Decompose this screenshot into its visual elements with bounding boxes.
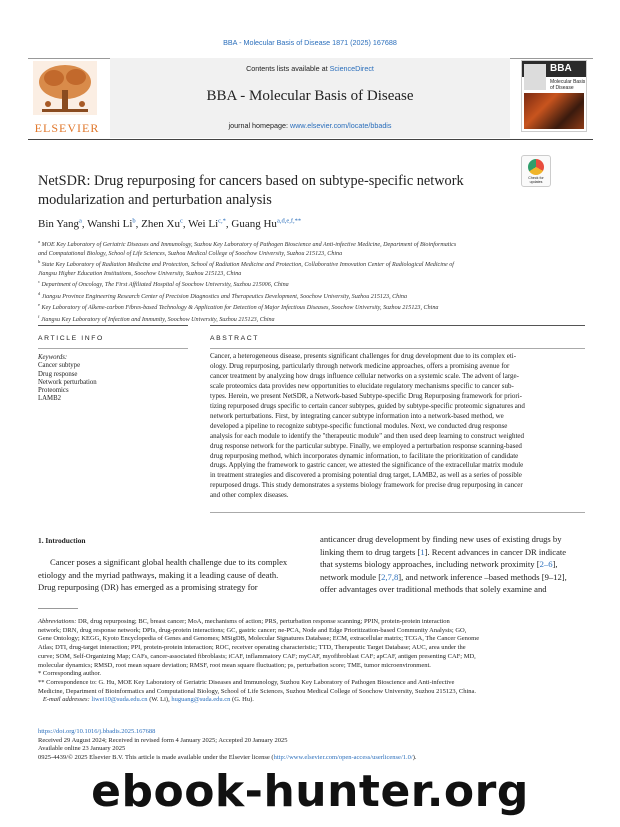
affiliation-line: $^f$ Jiangsu Key Laboratory of Infection and Immunity, Soochow University, Suzhou 215123, China xyxy=(38,313,275,324)
cover-emblem xyxy=(524,64,546,90)
abstract-line: network perturbations. First, by integrating cancer subtype information into a network-based method, we xyxy=(210,411,504,420)
keywords xyxy=(38,354,198,404)
journal-banner xyxy=(110,58,510,138)
affiliation-line: $^a$ MOE Key Laboratory of Geriatric Diseases and Immunology, Suzhou Key Laboratory of Pathogen Bioscience and Anti-infective Medicine, Department of Bioinformatics xyxy=(38,239,457,249)
abstract-line: ology. Drug repurposing, particularly through network medicine approaches, offers a promising avenue for xyxy=(210,361,510,370)
corresponding-author-note: * Corresponding author. xyxy=(38,670,102,678)
license-link[interactable]: http://www.elsevier.com/open-access/userlicense/1.0/ xyxy=(273,753,413,761)
abstract-line: cancer treatment by analyzing how drugs influence cellular networks on a systemic scale. The advent of large- xyxy=(210,371,519,380)
affiliation-line: $^c$ Department of Oncology, The First Affiliated Hospital of Soochow University, Suzhou 215006, China xyxy=(38,279,289,289)
email-link[interactable]: huguang@suda.edu.cn xyxy=(171,696,231,704)
keyword: Drug response xyxy=(38,370,78,378)
cover-subtitle: Molecular Basis of Disease xyxy=(550,79,586,91)
email-label: E-mail addresses: xyxy=(42,696,90,704)
intro-right-column xyxy=(320,533,588,596)
author[interactable]: Wei $Li^{c,*}$, xyxy=(188,217,232,230)
title-line-2: modularization and perturbation analysis xyxy=(38,192,272,208)
divider xyxy=(210,348,585,349)
affiliation-line: $^d$ Jiangsu Province Engineering Research Center of Precision Diagnostics and Therapeutics Development, Soochow University, Suzhou 215123, China xyxy=(38,290,408,300)
title-line-1: NetSDR: Drug repurposing for cancers based on subtype-specific network xyxy=(38,173,464,189)
abbreviations-line: Gene Ontology; KEGG, Kyoto Encyclopedia of Genes and Genomes; MSigDB, Molecular Signatures Database; ECM, extracellular matrix; TCGA, The Cancer Genome xyxy=(38,635,480,643)
intro-line: that systems biology approaches, including network proximity [2–6], xyxy=(320,559,558,569)
abbreviations-line: Abbreviations: DR, drug repurposing; BC, breast cancer; MoA, mechanisms of action; PRS, perturbation response scanning; PPIN, protein-protein interaction xyxy=(38,618,450,625)
abstract-line: drug repurposing method, which incorporates dynamic information, to facilitate the prioritization of candidate xyxy=(210,451,519,460)
intro-line: anticancer drug development by finding new uses of existing drugs by xyxy=(320,534,562,544)
contents-line xyxy=(110,64,510,73)
correspondence-line: Medicine, Department of Bioinformatics and Computational Biology, School of Life Sciences, Suzhou Medical College of Soochow University, Suzhou 215123, China. xyxy=(38,687,477,695)
abstract-line: tizing repurposed drugs specific to certain cancer subtypes, guided by subtype-specific proteomic signatures and xyxy=(210,401,525,410)
intro-line: etiology and the myriad pathways, making it a leading cause of death. xyxy=(38,569,279,580)
email-line: E-mail addresses: liwei10@suda.edu.cn (W. Li), huguang@suda.edu.cn (G. Hu). xyxy=(42,696,254,704)
correspondence-line: ** Correspondence to: G. Hu, MOE Key Laboratory of Geriatric Diseases and Immunology, Suzhou Key Laboratory of Pathogen Bioscience and Anti-infective xyxy=(38,678,455,686)
publication-info xyxy=(38,728,598,762)
divider xyxy=(210,512,585,513)
publisher-name: ELSEVIER xyxy=(34,121,100,135)
paper-title xyxy=(38,172,508,210)
divider xyxy=(38,325,188,326)
author-list xyxy=(38,217,301,230)
received-dates: Received 29 August 2024; Received in revised form 4 January 2025; Accepted 20 January 2025 xyxy=(38,736,288,744)
journal-homepage-link[interactable]: www.elsevier.com/locate/bbadis xyxy=(290,121,392,130)
abbreviations-line: molecular dynamics; RMSD, root mean square deviation; RMSF, root mean square fluctuation; ps, perturbation score; TME, tumor microenvironment. xyxy=(38,661,431,669)
contents-prefix: Contents lists available at xyxy=(246,64,330,73)
abstract-heading: ABSTRACT xyxy=(210,335,260,342)
divider xyxy=(38,348,188,349)
abstract-line: drug response network for the particular subtype. Finally, we employed a perturbation response scanning-based xyxy=(210,441,522,450)
citation-link[interactable]: 2,7,8 xyxy=(381,571,399,582)
author[interactable]: Zhen Xu$^c$, xyxy=(141,217,189,230)
keyword: Proteomics xyxy=(38,387,69,395)
check-updates-label: Check for updates xyxy=(528,176,544,184)
divider xyxy=(210,325,585,326)
author[interactable]: Guang $Hu^{a,d,e,f,**}$ xyxy=(231,217,302,230)
intro-line: network module [2,7,8], and network inference –based methods [9–12], xyxy=(320,571,567,582)
keyword: Network perturbation xyxy=(38,378,97,386)
intro-line: Drug repurposing (DR) has emerged as a promising strategy for xyxy=(38,582,258,592)
section-heading-introduction: 1. Introduction xyxy=(38,536,86,545)
email-link[interactable]: liwei10@suda.edu.cn xyxy=(91,696,148,704)
affiliation-line: Jiangsu Higher Education Institutions, Soochow University, Suzhou 215123, China xyxy=(38,270,242,277)
intro-line: offer advantages over traditional methods that solely examine and xyxy=(320,584,547,594)
abstract-line: repurposed drugs. This study demonstrates a systems biology framework for precise drug repurposing in cancer xyxy=(210,481,523,490)
journal-title: BBA - Molecular Basis of Disease xyxy=(206,88,414,104)
article-info-heading: ARTICLE INFO xyxy=(38,335,104,342)
check-for-updates-button[interactable] xyxy=(521,155,551,187)
affiliation-line: $^b$ State Key Laboratory of Radiation Medicine and Protection, School of Radiation Medicine and Protection, Collaborative Innovation Center of Radiological Medicine of xyxy=(38,259,454,269)
elsevier-tree-icon xyxy=(32,60,98,116)
abstract-line: drugs. Applying the framework to gastric cancer, we attested the significance of the extracellular matrix module xyxy=(210,461,524,470)
available-online: Available online 23 January 2025 xyxy=(38,745,126,752)
footnotes xyxy=(38,618,588,705)
journal-reference[interactable]: BBA - Molecular Basis of Disease 1871 (2025) 167688 xyxy=(223,38,397,47)
journal-cover-thumbnail[interactable] xyxy=(521,60,587,132)
footnote-divider xyxy=(38,608,78,609)
abstract-line: in treatment strategies and discovered a promising potential drug target, LAMB2, as well as a series of possible xyxy=(210,471,522,480)
abstract-line: types. Herein, we present NetSDR, a Network-based Subtype-specific Drug Repurposing framework for priori- xyxy=(210,391,522,400)
abstract-line: scale proteomics data provides new opportunities to elucidate regulatory mechanisms specific to cancer sub- xyxy=(210,381,514,390)
elsevier-logo xyxy=(32,60,102,135)
affiliations xyxy=(38,238,588,325)
keyword: Cancer subtype xyxy=(38,362,81,370)
keywords-label: Keywords: xyxy=(38,354,68,361)
abstract-line: analysis for each module to identify the "therapeutic module" and then used deep learning to construct weighted xyxy=(210,431,525,440)
abbreviations-line: curve; SOM, Self-Organizing Map; CAFs, cancer-associated fibroblasts; iCAF, inflammatory CAF; myCAF, myofibroblast CAF; apCAF, antigen presenting CAF; MD, xyxy=(38,652,476,660)
abbreviations-line: network; DRN, drug response network; DPIs, drug-protein interactions; GC, gastric cancer; ne-PCA, Node and Edge Prioritization-based Community Analysis; GO, xyxy=(38,626,467,634)
abstract-line: and other complex diseases. xyxy=(210,491,289,500)
homepage-line xyxy=(110,121,510,130)
keyword: LAMB2 xyxy=(38,395,62,403)
license-line: 0925-4439/© 2025 Elsevier B.V. This article is made available under the Elsevier license (http://www.elsevier.com/open-access/userlicense/1.0/). xyxy=(38,753,417,761)
cover-brand: BBA xyxy=(522,61,586,77)
doi-link[interactable]: https://doi.org/10.1016/j.bbadis.2025.167688 xyxy=(38,728,156,735)
author[interactable]: Wanshi Li$^b$, xyxy=(87,217,142,230)
abstract-line: Cancer, a heterogeneous disease, presents significant challenges for drug development due to its complex eti- xyxy=(210,352,517,360)
abbreviations-label: Abbreviations: xyxy=(38,618,77,625)
intro-line: Cancer poses a significant global health challenge due to its complex xyxy=(50,557,288,567)
abstract-text xyxy=(210,352,585,501)
watermark: ebook-hunter.org xyxy=(91,766,529,817)
homepage-prefix: journal homepage: xyxy=(228,121,291,130)
author[interactable]: Bin Yang$^a$, xyxy=(38,217,88,230)
affiliation-line: and Computational Biology, School of Life Sciences, Suzhou Medical College of Soochow University, Suzhou 215123, China xyxy=(38,250,343,257)
sciencedirect-link[interactable]: ScienceDirect xyxy=(329,64,374,73)
abstract-line: developed a pipeline to recognize subtype-specific functional modules. Next, we conducted drug response xyxy=(210,421,508,430)
crossmark-icon xyxy=(528,159,544,175)
affiliation-line: $^e$ Key Laboratory of Alkene-carbon Fibres-based Technology & Application for Detection of Major Infectious Diseases, Soochow University, Suzhou 215123, China xyxy=(38,302,439,312)
citation-link[interactable]: 2–6 xyxy=(539,559,553,569)
intro-line: linking them to drug targets [1]. Recent advances in cancer DR indicate xyxy=(320,546,567,557)
citation-link[interactable]: 1 xyxy=(420,546,425,557)
abbreviations-line: Atlas; DTI, drug-target interaction; PPI, protein-protein interaction; ROC, receiver operating characteristic; TTD, Therapeutic Target Database; AUC, area under the xyxy=(38,644,466,652)
intro-left-column xyxy=(38,556,300,594)
cover-image xyxy=(524,93,584,129)
